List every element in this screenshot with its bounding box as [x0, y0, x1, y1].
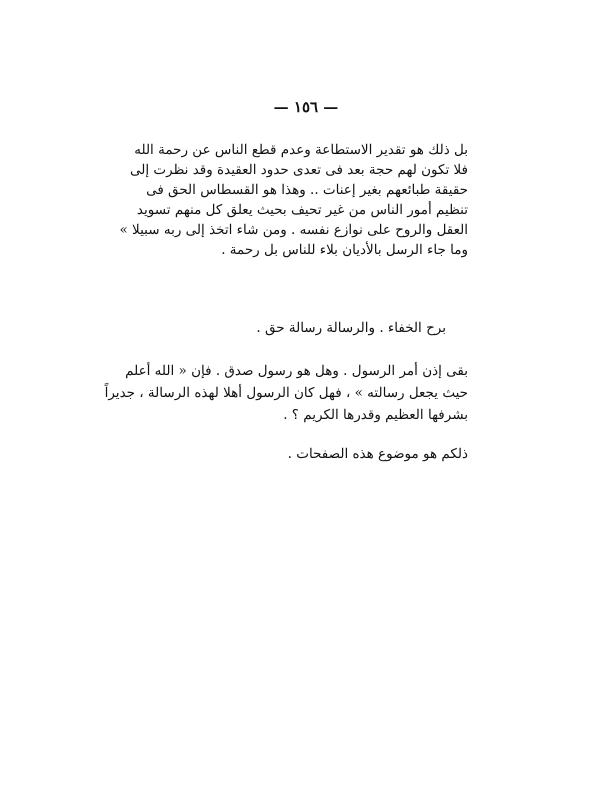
text-line: العقل والروح على نوازع نفسه . ومن شاء اتخذ إلى ربه سبيلا » [119, 222, 468, 238]
text-line: حقيقة طبائعهم بغير إعنات .. وهذا هو القسطاس الحق فى [146, 182, 468, 198]
text-line: بشرفها العظيم وقدرها الكريم ؟ . [283, 407, 468, 423]
page-number: — ١٥٦ — [273, 98, 339, 116]
paragraph-3 [104, 360, 468, 426]
paragraph-4 [150, 444, 468, 464]
text-line: وما جاء الرسل بالأديان بلاء للناس بل رحمة . [221, 242, 468, 258]
paragraph-1 [119, 140, 468, 260]
text-line: بل ذلك هو تقدير الاستطاعة وعدم قطع الناس عن رحمة الله [134, 142, 468, 158]
text-line: تنظيم أمور الناس من غير تحيف بحيث يعلق كل منهم تسويد [136, 202, 468, 218]
text-line: بقى إذن أمر الرسول . وهل هو رسول صدق . فإن « الله أعلم [125, 363, 468, 379]
text-line: فلا تكون لهم حجة بعد فى تعدى حدود العقيدة وقد نظرت إلى [130, 162, 468, 178]
paragraph-2 [150, 318, 468, 338]
text-line: حيث يجعل رسالته » ، فهل كان الرسول أهلا لهذه الرسالة ، جديراً [104, 385, 468, 401]
text-line: ذلكم هو موضوع هذه الصفحات . [287, 446, 468, 462]
text-line: برح الخفاء . والرسالة رسالة حق . [256, 320, 446, 336]
